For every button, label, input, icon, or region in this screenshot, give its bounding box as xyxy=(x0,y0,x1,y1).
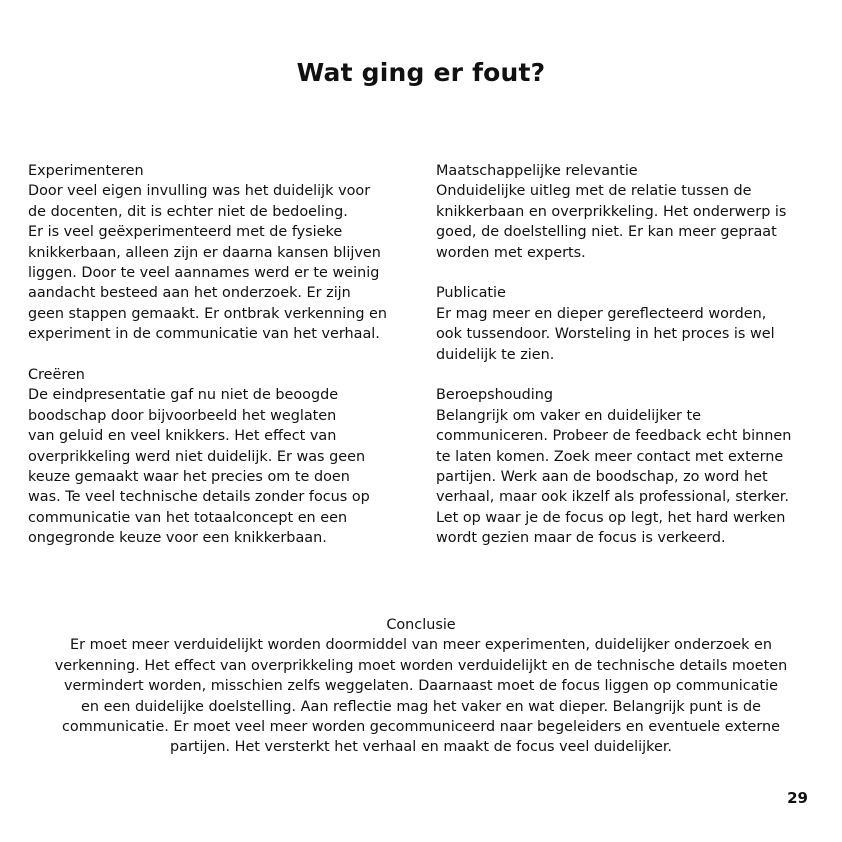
conclusion-heading: Conclusie xyxy=(386,617,456,633)
conclusion-line: verkenning. Het effect van overprikkeling moet worden verduidelijkt en de technische details moeten xyxy=(54,657,788,674)
conclusion-block xyxy=(0,615,842,758)
paragraph-line: was. Te veel technische details zonder focus op xyxy=(28,489,370,506)
paragraph-line: ook tussendoor. Worsteling in het proces is wel xyxy=(436,326,775,343)
section-beroepshouding xyxy=(436,385,826,548)
conclusion-line: partijen. Het versterkt het verhaal en maakt de focus veel duidelijker. xyxy=(170,739,672,756)
paragraph-line: knikkerbaan, alleen zijn er daarna kansen blijven xyxy=(28,244,381,261)
section-heading: Experimenteren xyxy=(28,163,144,179)
page-number: 29 xyxy=(787,789,808,807)
conclusion-line: vermindert worden, misschien zelfs weggelaten. Daarnaast moet de focus liggen op communicatie xyxy=(63,678,779,695)
left-column xyxy=(28,161,418,549)
paragraph-line: De eindpresentatie gaf nu niet de beoogde xyxy=(28,387,339,404)
paragraph-line: keuze gemaakt waar het precies om te doen xyxy=(28,469,350,486)
conclusion-line: communicatie. Er moet veel meer worden gecommuniceerd naar begeleiders en eventuele externe xyxy=(62,719,780,736)
paragraph-line: duidelijk te zien. xyxy=(436,346,555,363)
page-title: Wat ging er fout? xyxy=(296,58,546,87)
paragraph-line: Door veel eigen invulling was het duidelijk voor xyxy=(28,183,371,200)
paragraph-line: overprikkeling werd niet duidelijk. Er was geen xyxy=(28,448,366,465)
right-column xyxy=(436,161,826,549)
paragraph-line: Er is veel geëxperimenteerd met de fysieke xyxy=(28,224,343,241)
section-publicatie xyxy=(436,283,826,365)
paragraph-line: ongegronde keuze voor een knikkerbaan. xyxy=(28,530,327,547)
paragraph-line: experiment in de communicatie van het verhaal. xyxy=(28,326,380,343)
conclusion-line: en een duidelijke doelstelling. Aan reflectie mag het vaker en wat dieper. Belangrijk punt is de xyxy=(81,698,761,715)
paragraph-line: wordt gezien maar de focus is verkeerd. xyxy=(436,530,726,547)
section-heading: Beroepshouding xyxy=(436,387,554,404)
section-heading: Creëren xyxy=(28,367,85,384)
paragraph-line: boodschap door bijvoorbeeld het weglaten xyxy=(28,407,337,424)
paragraph-line: worden met experts. xyxy=(436,244,586,261)
paragraph-line: communiceren. Probeer de feedback echt binnen xyxy=(436,428,792,445)
section-heading: Publicatie xyxy=(436,285,506,302)
paragraph-line: Onduidelijke uitleg met de relatie tussen de xyxy=(436,183,752,200)
paragraph-line: goed, de doelstelling niet. Er kan meer gepraat xyxy=(436,224,777,241)
paragraph-line: Let op waar je de focus op legt, het hard werken xyxy=(436,509,786,526)
section-maatschappelijke-relevantie xyxy=(436,161,826,263)
paragraph-line: knikkerbaan en overprikkeling. Het onderwerp is xyxy=(436,203,787,220)
section-heading: Maatschappelijke relevantie xyxy=(436,163,638,179)
paragraph-line: aandacht besteed aan het onderzoek. Er zijn xyxy=(28,285,351,302)
paragraph-line: partijen. Werk aan de boodschap, zo word het xyxy=(436,469,768,486)
conclusion-line: Er moet meer verduidelijkt worden doormiddel van meer experimenten, duidelijker onderzoek en xyxy=(70,637,772,654)
paragraph-line: liggen. Door te veel aannames werd er te weinig xyxy=(28,265,380,282)
paragraph-line: geen stappen gemaakt. Er ontbrak verkenning en xyxy=(28,305,388,322)
paragraph-line: communicatie van het totaalconcept en een xyxy=(28,509,348,526)
section-creeren xyxy=(28,365,418,549)
paragraph-line: de docenten, dit is echter niet de bedoeling. xyxy=(28,203,348,220)
paragraph-line: te laten komen. Zoek meer contact met externe xyxy=(436,448,784,465)
paragraph-line: van geluid en veel knikkers. Het effect van xyxy=(28,428,337,445)
paragraph-line: verhaal, maar ook ikzelf als professional, sterker. xyxy=(436,489,789,506)
paragraph-line: Belangrijk om vaker en duidelijker te xyxy=(436,407,701,424)
section-experimenteren xyxy=(28,161,418,345)
paragraph-line: Er mag meer en dieper gereflecteerd worden, xyxy=(436,305,767,322)
